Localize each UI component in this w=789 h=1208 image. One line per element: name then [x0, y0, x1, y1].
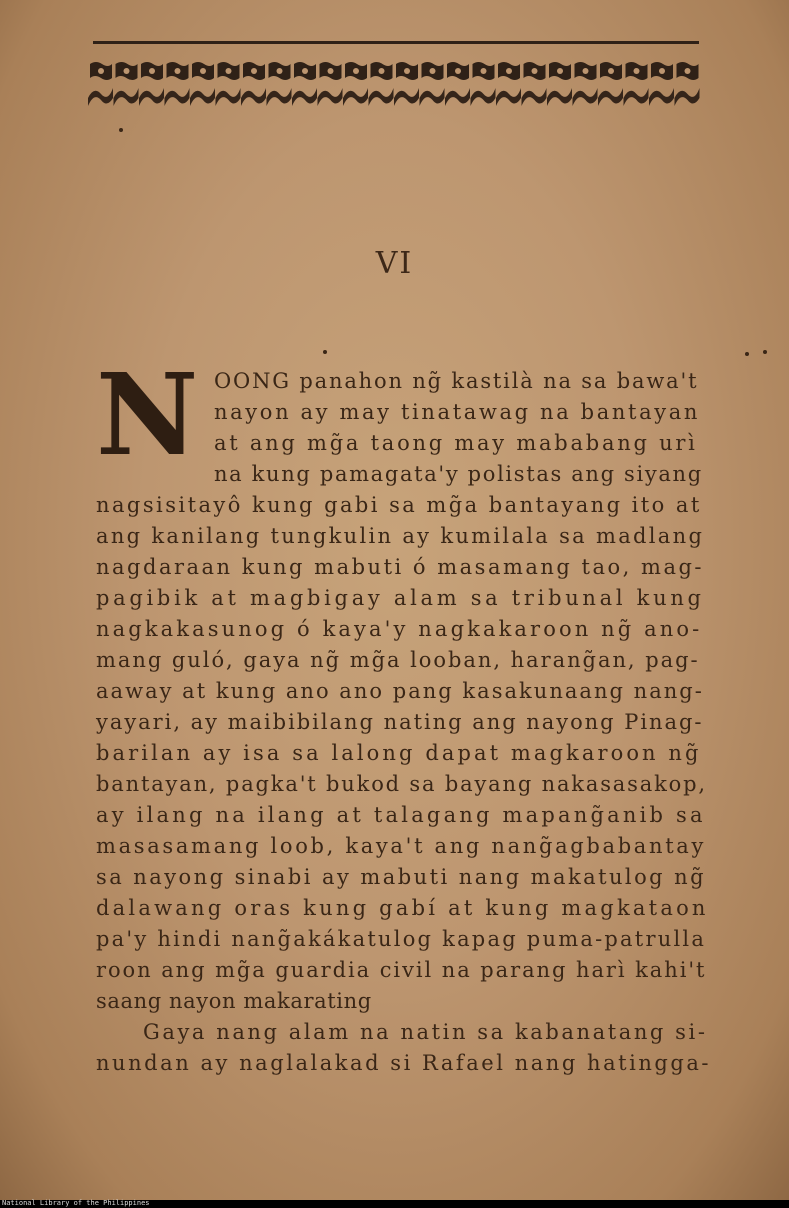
- text-line: nundan ay naglalakad si Rafael nang hatingga-: [96, 1051, 712, 1075]
- text-line: nagkakasunog ó kaya'y nagkakaroon ng̃ ano-: [96, 617, 703, 641]
- text-line: mang guló, gaya ng̃ mg̃a looban, harang̃an, pag-: [96, 648, 700, 672]
- speck: [323, 350, 327, 354]
- text-line: aaway at kung ano ano pang kasakunaang nang-: [96, 679, 704, 703]
- text-line: ang kanilang tungkulin ay kumilala sa madlang: [96, 524, 705, 548]
- text-line: ay ilang na ilang at talagang mapang̃anib sa: [96, 803, 706, 827]
- text-line: at ang mg̃a taong may mababang urì: [214, 431, 698, 455]
- text-line: Gaya nang alam na natin sa kabanatang si-: [143, 1020, 708, 1044]
- drop-cap: N: [96, 350, 199, 481]
- text-line: pagibik at magbigay alam sa tribunal kung: [96, 586, 705, 610]
- text-line: na kung pamagata'y polistas ang siyang: [214, 462, 703, 486]
- text-line: yayari, ay maibibilang nating ang nayong Pinag-: [96, 710, 704, 734]
- text-line: sa nayong sinabi ay mabuti nang makatulog ng̃: [96, 865, 707, 889]
- chapter-number: VI: [375, 246, 414, 281]
- text-line: nagdaraan kung mabuti ó masamang tao, mag-: [96, 555, 705, 579]
- text-line: saang nayon makarating: [96, 989, 372, 1013]
- text-line: nagsisitayô kung gabi sa mg̃a bantayang ito at: [96, 493, 702, 517]
- text-line: barilan ay isa sa lalong dapat magkaroon ng̃: [96, 741, 702, 765]
- ornamental-border: [88, 58, 700, 114]
- speck: [119, 128, 123, 132]
- text-line: masasamang loob, kaya't ang nang̃agbabantay: [96, 834, 707, 858]
- text-line: pa'y hindi nang̃akákatulog kapag puma-patrulla: [96, 927, 707, 951]
- text-line: bantayan, pagka't bukod sa bayang nakasasakop,: [96, 772, 707, 796]
- speck: [745, 352, 749, 356]
- text-line: dalawang oras kung gabí at kung magkataon: [96, 896, 709, 920]
- footer-credit: National Library of the Philippines: [2, 1199, 150, 1207]
- speck: [763, 350, 767, 354]
- text-line: OONG panahon ng̃ kastilà na sa bawa't: [214, 369, 699, 393]
- header-rule: [93, 41, 699, 44]
- text-line: nayon ay may tinatawag na bantayan: [214, 400, 701, 424]
- text-line: roon ang mg̃a guardia civil na parang harì kahi't: [96, 958, 707, 982]
